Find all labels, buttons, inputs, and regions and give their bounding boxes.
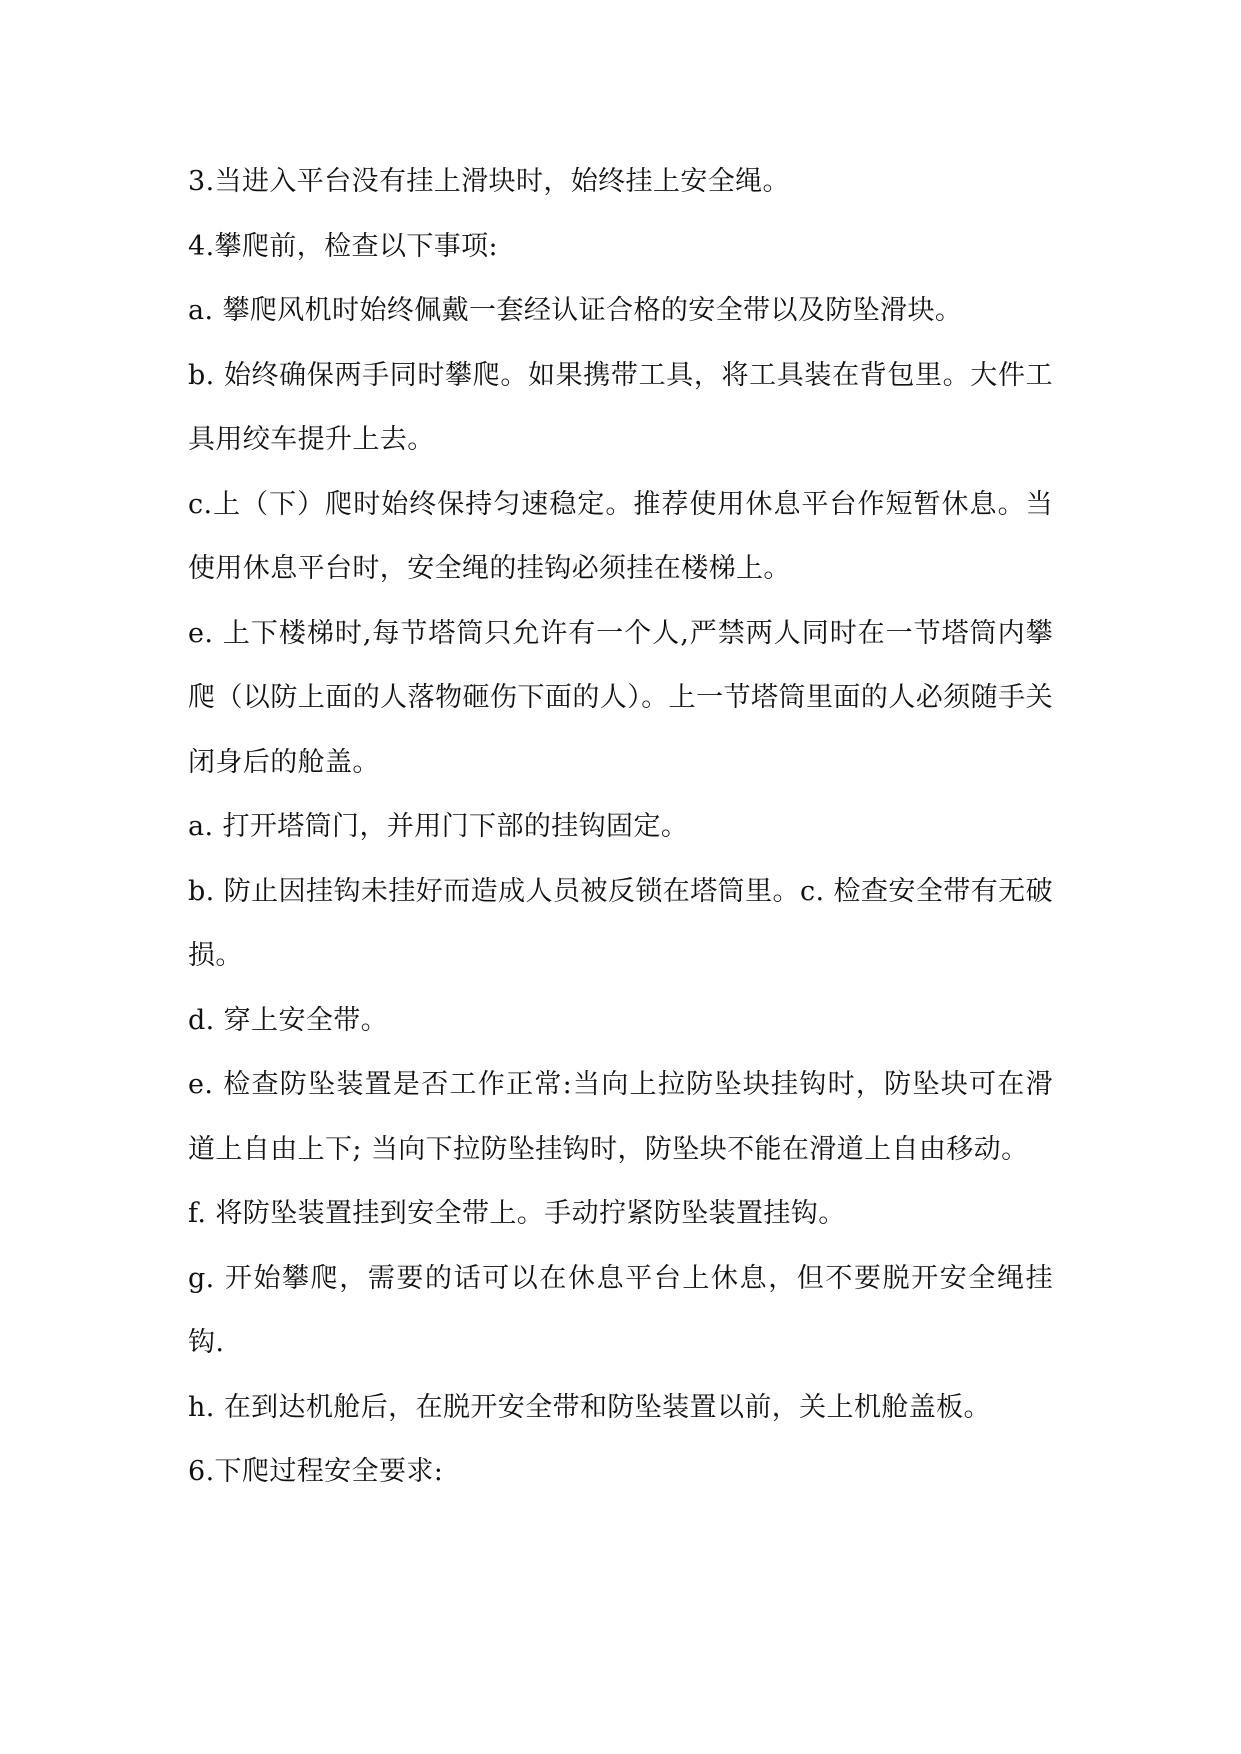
paragraph-item-g: g. 开始攀爬，需要的话可以在休息平台上休息，但不要脱开安全绳挂钩. [188,1262,1053,1358]
paragraph-item-e-second: e. 检查防坠装置是否工作正常:当向上拉防坠块挂钩时，防坠块可在滑道上自由上下; 当向下拉防坠挂钩时，防坠块不能在滑道上自由移动。 [188,1069,1053,1165]
paragraph-item-b: b. 始终确保两手同时攀爬。如果携带工具，将工具装在背包里。大件工具用绞车提升上去。 [188,359,1053,455]
paragraph-item-a-second: a. 打开塔筒门，并用门下部的挂钩固定。 [188,811,689,842]
paragraph-item-4: 4.攀爬前，检查以下事项: [188,230,499,262]
paragraph-item-c: c.上（下）爬时始终保持匀速稳定。推荐使用休息平台作短暂休息。当使用休息平台时，安全绳的挂钩必须挂在楼梯上。 [188,488,1053,584]
paragraph-item-3: 3.当进入平台没有挂上滑块时，始终挂上安全绳。 [188,166,790,197]
paragraph-item-b-c-second: b. 防止因挂钩未挂好而造成人员被反锁在塔筒里。c. 检查安全带有无破损。 [188,875,1053,971]
paragraph-item-e: e. 上下楼梯时,每节塔筒只允许有一个人,严禁两人同时在一节塔筒内攀爬（以防上面的人落物砸伤下面的人）。上一节塔筒里面的人必须随手关闭身后的舱盖。 [188,617,1053,778]
paragraph-item-a: a. 攀爬风机时始终佩戴一套经认证合格的安全带以及防坠滑块。 [188,295,963,326]
paragraph-item-d: d. 穿上安全带。 [188,1004,389,1036]
paragraph-item-6: 6.下爬过程安全要求: [188,1456,444,1487]
document-body [188,150,1053,1505]
paragraph-item-f: f. 将防坠装置挂到安全带上。手动拧紧防坠装置挂钩。 [188,1198,846,1229]
paragraph-item-h: h. 在到达机舱后，在脱开安全带和防坠装置以前，关上机舱盖板。 [188,1391,991,1423]
